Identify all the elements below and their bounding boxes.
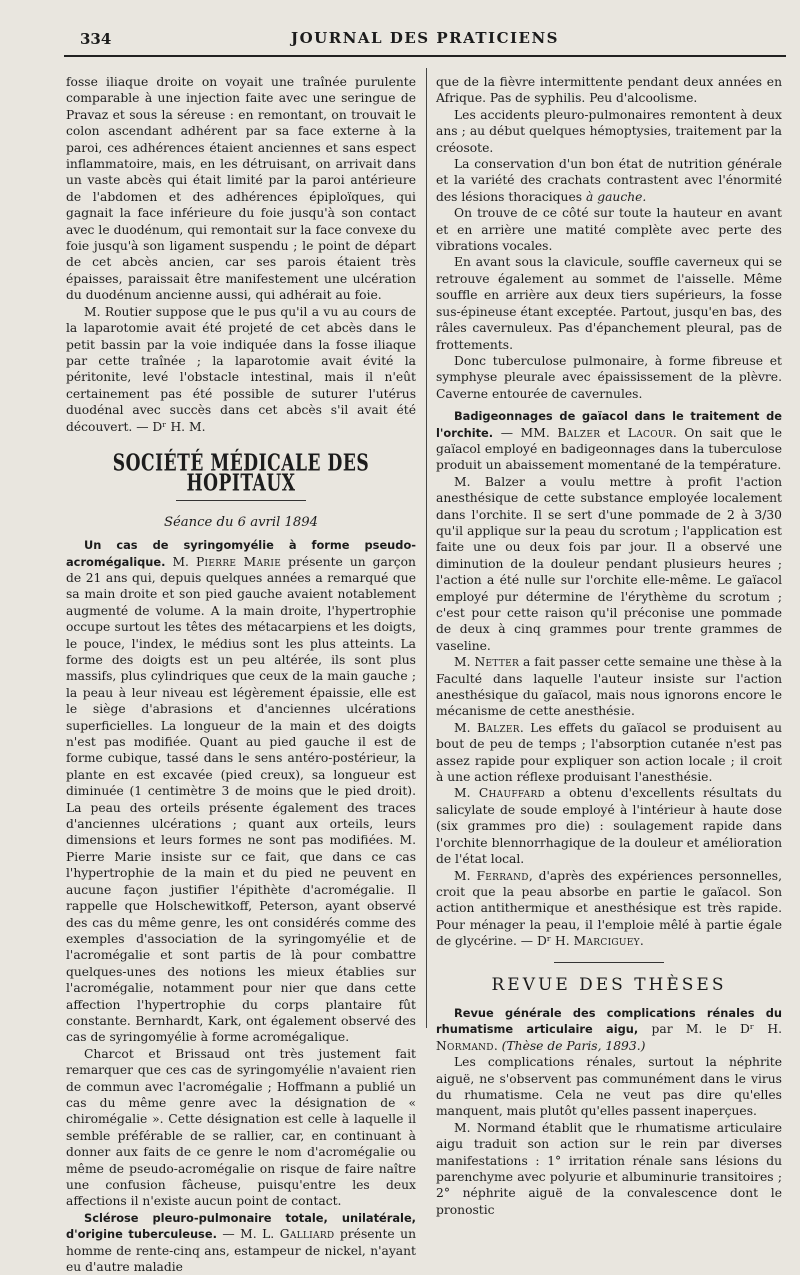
paragraph: En avant sous la clavicule, souffle caverneux qui se retrouve également au sommet de l'aisselle. Même souffle en arrière aux deux tiers supérieurs, la fosse sus-épineuse étant exceptée. Partout, jusqu'en bas, des râles cavernuleux. Pas d'épanchement pleural, pas de frottements. — [436, 255, 782, 352]
paragraph: M. Balzer a voulu mettre à profit l'action anesthésique de cette substance employée localement dans l'orchite. Il se sert d'une pommade de 2 à 3/30 qu'il applique sur la peau du scrotum ; l'application est faite une ou deux fois par jour. Il a observé une diminution de la douleur pendant plusieurs heures ; l'action a été nulle sur l'orchite elle-même. Le gaïacol employé pur détermine de l'érythème du scrotum ; c'est pour cette raison qu'il préconise une pommade de deux à cinq grammes pour trente grammes de vaseline. — [436, 474, 782, 653]
paragraph: Sclérose pleuro-pulmonaire totale, unilatérale, d'origine tuberculeuse. — M. L. Galliard présente un homme de rente-cinq ans, estampeur de nickel, n'ayant eu d'autre maladie — [66, 1210, 416, 1275]
author-name: Balzer — [476, 720, 520, 735]
paragraph: M. Netter a fait passer cette semaine une thèse à la Faculté dans laquelle l'auteur insiste sur l'action anesthésique du gaïacol, mais nous ignorons encore le mécanisme de cette anesthésie. — [436, 655, 782, 719]
paragraph: que de la fièvre intermittente pendant deux années en Afrique. Pas de syphilis. Peu d'alcoolisme. — [436, 75, 782, 106]
case-heading: Sclérose pleuro-pulmonaire totale, unilatérale, d'origine tuberculeuse. — [66, 1210, 416, 1242]
column-divider — [426, 68, 427, 1028]
author-name: Lacour — [627, 425, 673, 440]
case-heading: Badigeonnages de gaïacol dans le traitement de l'orchite. — [436, 409, 782, 440]
author-name: Normand — [436, 1038, 494, 1053]
paragraph: Donc tuberculose pulmonaire, à forme fibreuse et symphyse pleurale avec épaississement de la plèvre. Caverne entourée de cavernules. — [436, 353, 782, 401]
paragraph: fosse iliaque droite on voyait une traînée purulente comparable à une injection faite avec une seringue de Pravaz et sous la séreuse : en remontant, on trouvait le colon ascendant adhérent par sa face externe à la paroi, ces adhérences étaient anciennes et sans espect inflammatoire, mais, en les détruisant, on arrivait dans un vaste abcès qui était limité par la paroi antérieure de l'abdomen et des adhérences épiploïques, qui gagnait la face inférieure du foie jusqu'à son contact avec le duodénum, qui remontait sur la face convexe du foie jusqu'à son ligament suspendu ; le point de départ de cet abcès ancien, car ses parois étaient très épaisses, paraissait être manifestement une ulcération du duodénum ancienne aussi, qui adhérait au foie. — [66, 75, 416, 303]
author-name: Chauffard — [478, 786, 546, 801]
paragraph: Les accidents pleuro-pulmonaires remontent à deux ans ; au début quelques hémoptysies, traitement par la créosote. — [436, 107, 782, 155]
paragraph: La conservation d'un bon état de nutrition générale et la variété des crachats contrastent avec l'énormité des lésions thoraciques à gauche. — [436, 157, 782, 204]
paragraph: Charcot et Brissaud ont très justement fait remarquer que ces cas de syringomyélie n'avaient rien de commun avec l'acromégalie ; Hoffmann a publié un cas du même genre avec la désignation de « chiromégalie ». Cette désignation est celle à laquelle il semble préférable de se rallier, car, en continuant à donner aux faits de ce genre le nom d'acromégalie ou même de pseudo-acromégalie on risque de faire naître une confusion fâcheuse, puisqu'entre les deux affections il n'existe aucun point de contact. — [66, 1046, 416, 1209]
paragraph: Badigeonnages de gaïacol dans le traitement de l'orchite. — MM. Balzer et Lacour. On sait que le gaïacol employé en badigeonnages dans la tuberculose produit un abaissement momentané de la température. — [436, 409, 783, 473]
paragraph: Les complications rénales, surtout la néphrite aiguë, ne s'observent pas communément dans le virus du rhumatisme. Cela ne veut pas dire qu'elles manquent, mais plutôt qu'elles passent inaperçues. — [436, 1055, 782, 1119]
section-title: SOCIÉTÉ MÉDICALE DES HOPITAUX — [112, 449, 370, 498]
right-column — [436, 74, 782, 1218]
left-column — [66, 74, 416, 1275]
page-header — [64, 28, 786, 52]
case-heading: Un cas de syringomyélie à forme pseudo-acromégalique. — [66, 538, 416, 569]
paragraph: M. Ferrand, d'après des expériences personnelles, croit que la peau absorbe en partie le gaïacol. Son action antithermique et anesthésique est très rapide. Pour ménager la peau, il l'emploie mêlé à partie égale de glycérine. — Dʳ H. Marciguey. — [436, 868, 782, 949]
author-name: Balzer — [557, 425, 601, 440]
author-name: Netter — [474, 655, 520, 670]
session-date: Séance du 6 avril 1894 — [163, 514, 319, 530]
paragraph: M. Normand établit que le rhumatisme articulaire aigu traduit son action sur le rein par diverses manifestations : 1° irritation rénale sans lésions du parenchyme avec polyurie et albuminurie transitoires ; 2° néphrite aiguë de la convalescence dont le pronostic — [436, 1120, 782, 1217]
case-heading: Revue générale des complications rénales du rhumatisme articulaire aigu, — [436, 1005, 782, 1037]
paragraph: M. Balzer. Les effets du gaïacol se produisent au bout de peu de temps ; l'absorption cutanée n'est pas assez rapide pour expliquer son action locale ; il croit à une action réflexe produisant l'anesthésie. — [436, 720, 782, 785]
author-name: Pierre Marie — [195, 554, 282, 569]
paragraph: M. Chauffard a obtenu d'excellents résultats du salicylate de soude employé à l'intérieur à haute dose (six grammes pro die) : soulagement rapide dans l'orchite blennorrhagique de la douleur et amélioration de l'état local. — [436, 786, 782, 867]
paragraph: Un cas de syringomyélie à forme pseudo-acromégalique. M. Pierre Marie présente un garçon de 21 ans qui, depuis quelques années a remarqué que sa main droite et son pied gauche avaient notablement augmenté de volume. A la main droite, l'hypertrophie occupe surtout les têtes des métacarpiens et les doigts, le pouce, l'index, le médius sont les plus atteints. La forme des doigts est un peu altérée, ils sont plus massifs, plus cylindriques que ceux de la main gauche ; la peau à leur niveau est légèrement épaissie, elle est le siège d'abrasions et d'anciennes ulcérations superficielles. La longueur de la main et des doigts n'est pas modifiée. Quant au pied gauche il est de forme cubique, tassé dans le sens antéro-postérieur, la plante en est excavée (pied creux), sa longueur est diminuée (1 centimètre 3 de moins que le pied droit). La peau des orteils présente également des traces d'anciennes ulcérations ; quant aux orteils, leurs dimensions et leurs formes ne sont pas modifiées. M. Pierre Marie insiste sur ce fait, que dans ce cas l'hypertrophie de la main et du pied ne peuvent en aucune façon justifier l'épithète d'acromégalie. Il rappelle que Holschewitkoff, Peterson, ayant observé des cas du même genre, les ont considérés comme des exemples d'association de la syringomyélie et de l'acromégalie et sont partis de là pour combattre quelques-unes des notions les mieux établies sur l'acromégalie, notamment pour nier que dans cette affection l'hypertrophie du corps plantaire fût constante. Bernhardt, Kark, ont également observé des cas de syringomyélie à forme acromégalique. — [66, 538, 416, 1045]
author-name: Ferrand — [476, 868, 529, 883]
signature-name: Marciguey — [573, 934, 640, 949]
section-title: REVUE DES THÈSES — [491, 974, 727, 995]
page-number: 334 — [80, 30, 112, 48]
paragraph: On trouve de ce côté sur toute la hauteur en avant et en arrière une matité complète avec perte des vibrations vocales. — [436, 206, 782, 254]
paragraph: Revue générale des complications rénales du rhumatisme articulaire aigu, par M. le Dʳ H. Normand. (Thèse de Paris, 1893.) — [436, 1005, 782, 1053]
source-reference: (Thèse de Paris, 1893.) — [501, 1038, 646, 1053]
journal-title: JOURNAL DES PRATICIENS — [291, 29, 559, 47]
author-name: Galliard — [279, 1227, 335, 1242]
paragraph: M. Routier suppose que le pus qu'il a vu au cours de la laparotomie avait été projeté de cet abcès dans le petit bassin par la voie indiquée dans la fosse iliaque par cette traînée ; la laparotomie avait évité la péritonite, levé l'obstacle intestinal, mais il n'eût certainement pas été possible de suturer l'utérus duodénal avec succès dans cet abcès s'il avait été découvert. — Dʳ H. M. — [66, 304, 416, 434]
section-rule — [554, 962, 664, 963]
section-rule — [176, 500, 306, 501]
header-rule — [64, 55, 786, 57]
